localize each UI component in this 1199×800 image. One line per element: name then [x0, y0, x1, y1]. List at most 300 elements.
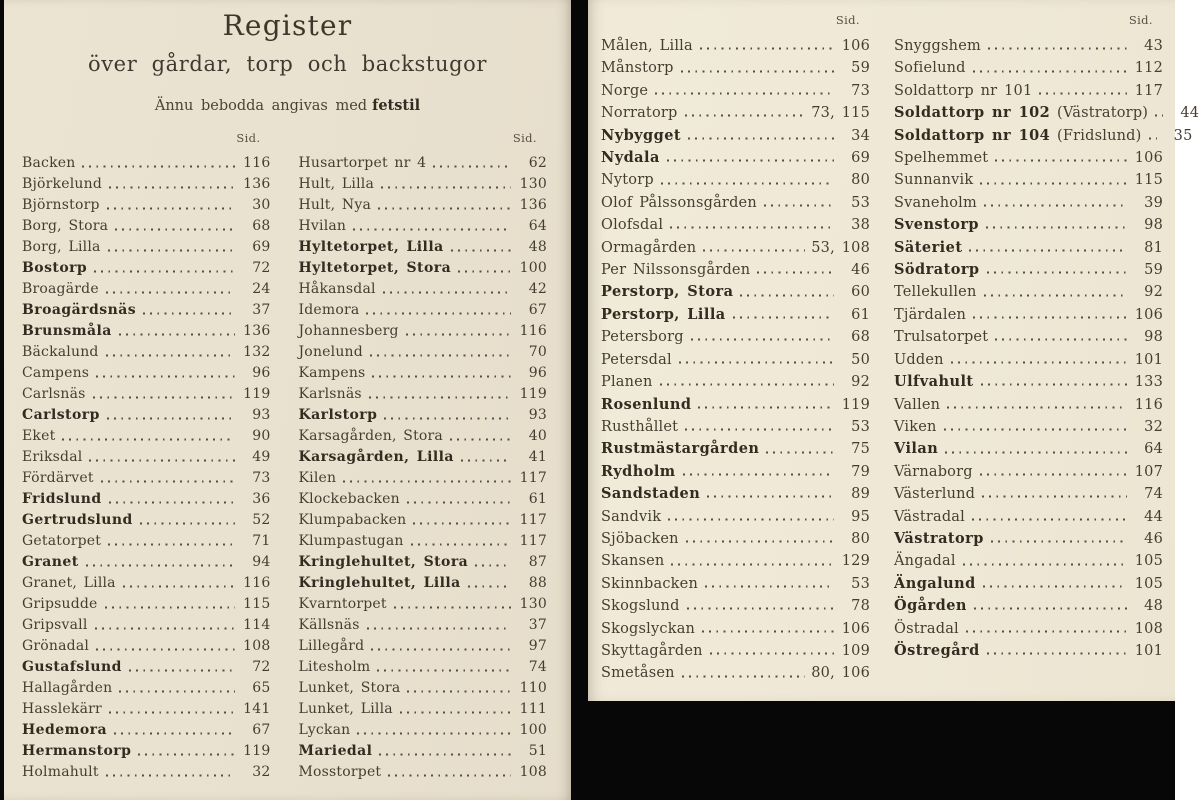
- dot-leader: [108, 543, 234, 545]
- register-entry: [894, 550, 1163, 572]
- entry-name: Klumpastugan: [298, 533, 404, 549]
- dot-leader: [972, 518, 1127, 520]
- register-entry: [601, 438, 870, 460]
- entry-name: Västradal: [894, 508, 965, 525]
- entry-pages: 62: [528, 155, 547, 171]
- register-entry: [22, 720, 271, 741]
- dot-leader: [757, 272, 834, 274]
- entry-pages: 106: [841, 38, 870, 54]
- entry-pages: 110: [519, 680, 547, 696]
- entry-pages: 119: [519, 386, 547, 402]
- dot-leader: [700, 48, 834, 50]
- register-entry: [299, 720, 548, 741]
- entry-name: Carlstorp: [22, 407, 100, 423]
- dot-leader: [683, 473, 834, 475]
- sid-header: Sid.: [1128, 13, 1153, 27]
- entry-name: Hyltetorpet, Lilla: [298, 239, 444, 255]
- entry-pages: 60: [851, 284, 870, 301]
- entry-pages: 116: [519, 323, 547, 339]
- entry-name: Bäckalund: [22, 344, 99, 360]
- entry-name: Trulsatorpet: [894, 329, 989, 346]
- register-entry: [601, 326, 870, 348]
- entry-pages: 48: [1144, 598, 1163, 615]
- entry-pages: 53, 108: [811, 239, 870, 256]
- entry-name: Gripsudde: [22, 596, 98, 612]
- entry-name: Sjöbacken: [601, 530, 679, 547]
- entry-pages: 105: [1134, 553, 1163, 570]
- entry-pages: 112: [1134, 60, 1163, 77]
- entry-pages: 80: [851, 172, 870, 189]
- register-entry: [299, 678, 548, 699]
- entry-name: Karlstorp: [298, 407, 378, 423]
- register-entry: [894, 214, 1163, 236]
- dot-leader: [995, 339, 1127, 341]
- entry-name: Rosenlund: [601, 395, 692, 413]
- dot-leader: [377, 669, 511, 671]
- register-entry: [299, 489, 548, 510]
- entry-name: Smetåsen: [601, 665, 675, 682]
- dot-leader: [685, 429, 834, 431]
- register-entry: [601, 35, 870, 57]
- entry-name: Campens: [22, 365, 90, 381]
- entry-name: Karsagården, Lilla: [298, 449, 454, 465]
- dot-leader: [62, 438, 234, 440]
- entry-pages: 136: [243, 176, 271, 192]
- entry-pages: 37: [252, 302, 271, 318]
- register-entry: [22, 258, 271, 279]
- entry-name: Södratorp: [894, 261, 980, 279]
- dot-leader: [413, 522, 511, 524]
- entry-pages: 87: [528, 554, 547, 570]
- entry-pages: 65: [252, 680, 271, 696]
- entry-pages: 117: [1134, 82, 1163, 99]
- register-entry: [22, 405, 271, 426]
- dot-leader: [107, 417, 235, 419]
- entries-list: [601, 35, 870, 685]
- entry-pages: 106: [841, 620, 870, 637]
- dot-leader: [973, 317, 1127, 319]
- dot-leader: [143, 312, 234, 314]
- register-entry: [894, 349, 1163, 371]
- entry-name: Kringlehultet, Stora: [298, 554, 469, 570]
- register-entry: [22, 384, 271, 405]
- dot-leader: [433, 165, 511, 167]
- entry-name: Hult, Nya: [298, 197, 372, 213]
- right-page: [588, 0, 1199, 701]
- register-entry: [601, 662, 870, 684]
- register-entry: [22, 279, 271, 300]
- entry-name: Hyltetorpet, Stora: [298, 260, 452, 276]
- dot-leader: [687, 608, 834, 610]
- dot-leader: [461, 459, 511, 461]
- dot-leader: [343, 480, 511, 482]
- dot-leader: [451, 249, 511, 251]
- dot-leader: [119, 690, 234, 692]
- entry-name: Östregård: [894, 641, 980, 659]
- entry-name: Klockebacken: [298, 491, 400, 507]
- entry-pages: 68: [252, 218, 271, 234]
- dot-leader: [944, 429, 1127, 431]
- register-entry: [299, 405, 548, 426]
- entry-pages: 109: [841, 642, 870, 659]
- register-entry: [894, 595, 1163, 617]
- entry-name: Rydholm: [601, 462, 676, 480]
- entry-name: Kampens: [298, 365, 366, 381]
- dot-leader: [411, 543, 511, 545]
- entry-name: Hallagården: [22, 680, 113, 696]
- entry-name: Olof Pålssonsgården: [601, 194, 757, 211]
- register-entry: [22, 447, 271, 468]
- entry-pages: 136: [519, 197, 547, 213]
- entries-list: [299, 153, 548, 783]
- entry-pages: 74: [528, 659, 547, 675]
- register-entry: [299, 237, 548, 258]
- entry-name: Svenstorp: [894, 216, 980, 234]
- entry-name: Hermanstorp: [22, 743, 132, 759]
- entry-pages: 72: [252, 260, 271, 276]
- dot-leader: [660, 384, 835, 386]
- dot-leader: [114, 732, 234, 734]
- entry-pages: 116: [243, 155, 271, 171]
- register-entry: [601, 281, 870, 303]
- register-entry: [601, 506, 870, 528]
- entry-pages: 133: [1134, 374, 1163, 391]
- right-page-columns: [601, 13, 1199, 685]
- entry-name: Kvarntorpet: [298, 596, 387, 612]
- legend-note-bold-word: fetstil: [372, 97, 421, 114]
- entry-pages: 116: [1134, 396, 1163, 413]
- register-entry: [601, 371, 870, 393]
- entry-name: Mosstorpet: [298, 764, 382, 780]
- register-entry: [299, 363, 548, 384]
- entry-name: Ulfvahult: [894, 373, 974, 391]
- register-entry: [894, 259, 1163, 281]
- register-entry: [894, 281, 1163, 303]
- entry-name: Ängalund: [894, 574, 976, 592]
- entry-pages: 48: [528, 239, 547, 255]
- entry-pages: 67: [528, 302, 547, 318]
- dot-leader: [96, 648, 234, 650]
- dot-leader: [383, 291, 511, 293]
- register-entry: [601, 57, 870, 79]
- register-entry: [299, 552, 548, 573]
- entry-name: Ormagården: [601, 239, 697, 256]
- register-entry: [299, 300, 548, 321]
- entry-name: Västerlund: [894, 486, 976, 503]
- entries-list: [22, 153, 271, 783]
- register-entry: [22, 741, 271, 762]
- register-entry: [22, 363, 271, 384]
- entry-pages: 71: [252, 533, 271, 549]
- entry-pages: 73: [252, 470, 271, 486]
- entry-name: Fridslund: [22, 491, 102, 507]
- entry-pages: 49: [252, 449, 271, 465]
- dot-leader: [945, 451, 1127, 453]
- entry-pages: 111: [519, 701, 547, 717]
- dot-leader: [984, 205, 1127, 207]
- entry-pages: 130: [519, 176, 547, 192]
- register-entry: [22, 594, 271, 615]
- dot-leader: [987, 272, 1127, 274]
- entry-pages: 24: [252, 281, 271, 297]
- legend-note-text: Ännu bebodda angivas med: [154, 98, 368, 114]
- entry-pages: 141: [243, 701, 271, 717]
- entry-name: Nybygget: [601, 126, 682, 144]
- register-entry: [22, 195, 271, 216]
- entry-name: Soldattorp nr 104 (Fridslund): [894, 126, 1142, 144]
- register-entry: [22, 153, 271, 174]
- register-entry: [299, 195, 548, 216]
- dot-leader: [407, 501, 511, 503]
- register-entry: [299, 468, 548, 489]
- left-page: [4, 0, 571, 800]
- register-entry: [299, 342, 548, 363]
- register-entry: [299, 573, 548, 594]
- entry-pages: 93: [252, 407, 271, 423]
- dot-leader: [82, 165, 234, 167]
- entry-name: Tjärdalen: [894, 306, 967, 323]
- register-entry: [601, 102, 870, 124]
- entry-pages: 34: [851, 127, 870, 144]
- register-entry: [894, 169, 1163, 191]
- register-entry: [601, 416, 870, 438]
- dot-leader: [93, 396, 235, 398]
- dot-leader: [984, 294, 1127, 296]
- entry-name: Klumpabacken: [298, 512, 407, 528]
- dot-leader: [702, 630, 834, 632]
- entry-name-suffix: (Västratorp): [1050, 105, 1149, 122]
- register-entry: [22, 300, 271, 321]
- dot-leader: [379, 753, 511, 755]
- entry-name: Lyckan: [298, 722, 351, 738]
- entry-pages: 93: [528, 407, 547, 423]
- entry-name: Bostorp: [22, 260, 88, 276]
- dot-leader: [698, 406, 834, 408]
- entry-name: Målen, Lilla: [601, 38, 693, 54]
- dot-leader: [357, 732, 511, 734]
- register-entry: [601, 237, 870, 259]
- entry-pages: 101: [1134, 642, 1163, 659]
- register-entry: [22, 174, 271, 195]
- entry-name: Lunket, Lilla: [298, 701, 393, 717]
- entry-name: Svaneholm: [894, 194, 977, 211]
- legend-note: [4, 97, 571, 114]
- dot-leader: [995, 160, 1127, 162]
- entry-pages: 92: [1144, 284, 1163, 301]
- dot-leader: [353, 228, 511, 230]
- entry-name: Håkansdal: [298, 281, 376, 297]
- entry-name: Gustafslund: [22, 659, 122, 675]
- dot-leader: [109, 501, 235, 503]
- entry-pages: 96: [252, 365, 271, 381]
- register-entry: [601, 169, 870, 191]
- dot-leader: [733, 317, 834, 319]
- register-entry: [894, 80, 1163, 102]
- entry-pages: 78: [851, 598, 870, 615]
- entry-name: Hedemora: [22, 722, 108, 738]
- register-entry: [894, 394, 1163, 416]
- entry-pages: 117: [519, 470, 547, 486]
- register-entry: [299, 615, 548, 636]
- entries-column-right-1: [601, 13, 870, 685]
- entry-name: Broagärdsnäs: [22, 302, 137, 318]
- entry-name: Hasslekärr: [22, 701, 102, 717]
- entry-pages: 51: [528, 743, 547, 759]
- entry-name: Getatorpet: [22, 533, 102, 549]
- entry-pages: 115: [1134, 172, 1163, 189]
- entry-pages: 69: [851, 150, 870, 167]
- register-entry: [894, 618, 1163, 640]
- entry-pages: 35: [1173, 127, 1193, 144]
- entry-name: Skogslund: [601, 598, 680, 615]
- entry-pages: 108: [243, 638, 271, 654]
- left-page-columns: [22, 131, 547, 783]
- dot-leader: [686, 541, 834, 543]
- entry-name: Vallen: [894, 396, 941, 413]
- entry-name: Spelhemmet: [894, 150, 989, 167]
- entry-name: Gertrudslund: [22, 512, 133, 528]
- entry-pages: 39: [1144, 194, 1163, 211]
- entry-name: Värnaborg: [894, 463, 973, 480]
- dot-leader: [1039, 93, 1127, 95]
- entry-name: Carlsnäs: [22, 386, 86, 402]
- register-entry: [894, 461, 1163, 483]
- dot-leader: [95, 627, 235, 629]
- register-entry: [22, 699, 271, 720]
- register-entry: [22, 678, 271, 699]
- entry-name: Västratorp: [894, 529, 984, 547]
- entry-name: Sofielund: [894, 60, 966, 77]
- dot-leader: [129, 669, 235, 671]
- register-entry: [22, 615, 271, 636]
- dot-leader: [475, 564, 511, 566]
- entry-pages: 40: [528, 428, 547, 444]
- register-entry: [601, 214, 870, 236]
- register-entry: [299, 594, 548, 615]
- entry-name-suffix: (Fridslund): [1050, 127, 1142, 144]
- dot-leader: [109, 711, 235, 713]
- register-entry: [894, 506, 1163, 528]
- entry-name: Olofsdal: [601, 217, 664, 234]
- dot-leader: [123, 585, 235, 587]
- dot-leader: [101, 480, 235, 482]
- entry-name: Mariedal: [298, 743, 373, 759]
- dot-leader: [381, 186, 511, 188]
- register-entry: [601, 192, 870, 214]
- entry-name: Skinnbacken: [601, 575, 698, 592]
- dot-leader: [115, 228, 234, 230]
- entry-name: Lunket, Stora: [298, 680, 401, 696]
- dot-leader: [89, 459, 234, 461]
- entry-name: Ängadal: [894, 553, 956, 570]
- entry-pages: 97: [528, 638, 547, 654]
- dot-leader: [688, 137, 834, 139]
- register-entry: [894, 102, 1199, 124]
- dot-leader: [369, 396, 511, 398]
- dot-leader: [667, 160, 834, 162]
- entry-pages: 64: [528, 218, 547, 234]
- entry-name: Hvilan: [298, 218, 347, 234]
- entry-pages: 68: [851, 329, 870, 346]
- dot-leader: [764, 205, 834, 207]
- dot-leader: [366, 312, 511, 314]
- register-entry: [299, 657, 548, 678]
- register-entry: [601, 483, 870, 505]
- entry-name: Skogslyckan: [601, 620, 696, 637]
- entry-pages: 114: [243, 617, 271, 633]
- dot-leader: [450, 438, 511, 440]
- dot-leader: [988, 48, 1127, 50]
- dot-leader: [105, 606, 235, 608]
- dot-leader: [140, 522, 235, 524]
- entry-name: Udden: [894, 351, 944, 368]
- entry-name: Rusthållet: [601, 418, 679, 435]
- entry-name: Sandvik: [601, 508, 662, 525]
- register-entry: [894, 57, 1163, 79]
- register-entry: [894, 573, 1163, 595]
- entry-pages: 50: [851, 351, 870, 368]
- dot-leader: [980, 473, 1127, 475]
- register-entry: [299, 216, 548, 237]
- entry-pages: 32: [1144, 418, 1163, 435]
- entry-pages: 92: [851, 374, 870, 391]
- register-entry: [894, 416, 1163, 438]
- dot-leader: [661, 182, 834, 184]
- register-entry: [601, 573, 870, 595]
- entry-name: Granet: [22, 554, 79, 570]
- register-entry: [894, 237, 1163, 259]
- entry-pages: 69: [252, 239, 271, 255]
- dot-leader: [703, 249, 805, 251]
- register-entry: [894, 438, 1163, 460]
- dot-leader: [108, 249, 235, 251]
- entry-pages: 64: [1144, 441, 1163, 458]
- entry-pages: 67: [252, 722, 271, 738]
- sid-header: Sid.: [835, 13, 860, 27]
- register-entry: [22, 657, 271, 678]
- register-entry: [22, 573, 271, 594]
- register-entry: [601, 595, 870, 617]
- entry-name: Källsnäs: [298, 617, 360, 633]
- dot-leader: [378, 207, 511, 209]
- dot-leader: [406, 333, 511, 335]
- entry-pages: 44: [1180, 105, 1199, 122]
- entry-name: Soldattorp nr 101: [894, 82, 1033, 99]
- register-entry: [22, 510, 271, 531]
- dot-leader: [400, 711, 511, 713]
- entry-name: Borg, Stora: [22, 218, 109, 234]
- entry-pages: 30: [252, 197, 271, 213]
- dot-leader: [670, 227, 834, 229]
- entries-column-right-2: [894, 13, 1199, 685]
- entry-pages: 108: [1134, 620, 1163, 637]
- entry-name: Petersborg: [601, 329, 684, 346]
- entry-pages: 75: [851, 441, 870, 458]
- entry-name: Vilan: [894, 440, 939, 458]
- dot-leader: [947, 406, 1127, 408]
- register-entry: [22, 636, 271, 657]
- entry-pages: 52: [252, 512, 271, 528]
- entry-name: Nydala: [601, 149, 660, 167]
- entry-pages: 117: [519, 512, 547, 528]
- register-entry: [894, 35, 1163, 57]
- entry-pages: 44: [1144, 508, 1163, 525]
- entry-pages: 106: [1134, 150, 1163, 167]
- register-entry: [894, 147, 1163, 169]
- register-title: Register: [222, 9, 353, 42]
- dot-leader: [705, 585, 834, 587]
- entry-name: Säteriet: [894, 238, 963, 256]
